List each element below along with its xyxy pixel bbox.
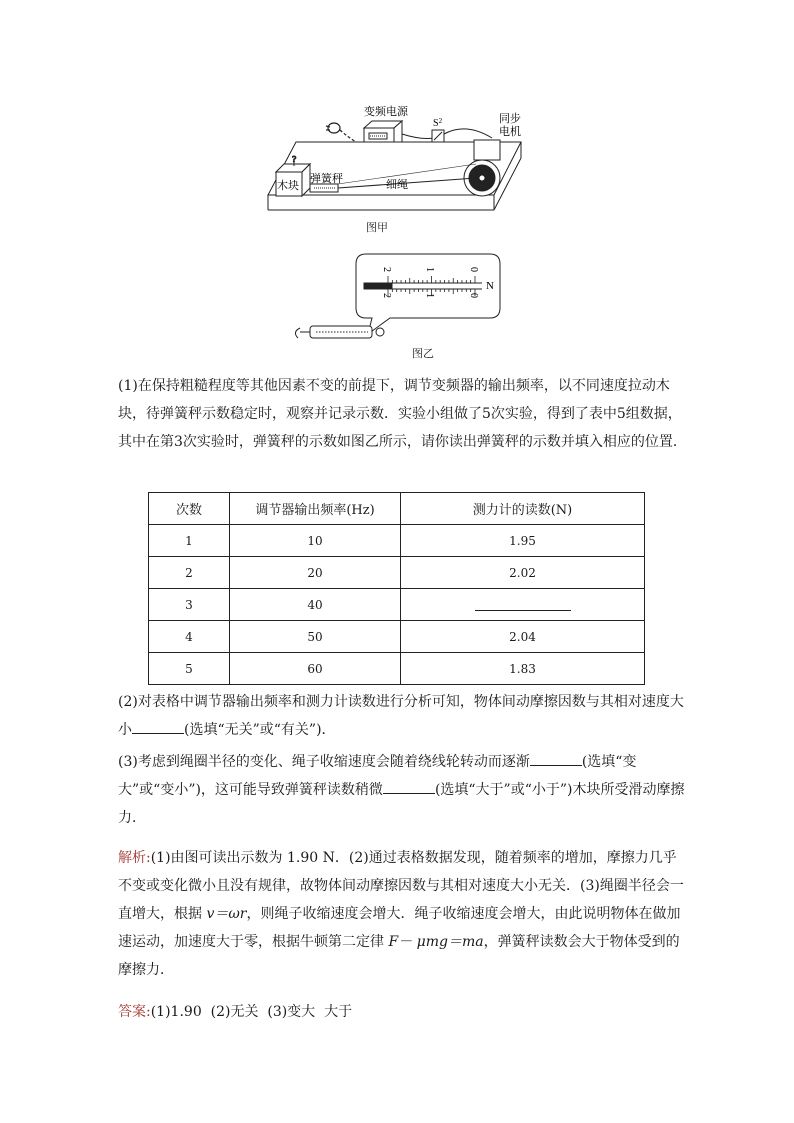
- cell-frequency: 50: [230, 621, 401, 653]
- figure-apparatus: [256, 100, 536, 220]
- cell-frequency: 40: [230, 589, 401, 621]
- figure-b-caption: 图乙: [412, 347, 434, 360]
- header-count: 次数: [149, 493, 230, 525]
- scale-top-tick-1: 1: [424, 267, 435, 272]
- cell-reading-blank[interactable]: [401, 589, 645, 621]
- spring-scale-label: 弹簧秤: [310, 173, 343, 185]
- question-3-part1: (3)考虑到绳圈半径的变化、绳子收缩速度会随着绕线轮转动而逐渐: [118, 754, 530, 770]
- cell-count: 5: [149, 653, 230, 685]
- scale-top-tick-2: 2: [381, 267, 392, 272]
- figure-spring-scale: [290, 252, 510, 346]
- solution-text-b: ，则绳子收缩速度会增大．绳子收缩速度会增大，由此说明物体在做加速运动，加速度大于零，根据牛顿第二定律: [118, 906, 681, 950]
- svg-text:?: ?: [292, 155, 297, 164]
- cell-reading: 1.95: [401, 525, 645, 557]
- solution-label: 解析:: [118, 850, 151, 866]
- question-1: (1)在保持粗糙程度等其他因素不变的前提下，调节变频器的输出频率，以不同速度拉动木块，待弹簧秤示数稳定时，观察并记录示数．实验小组做了5次实验，得到了表中5组数据，其中在第3次实验时，弹簧秤的示数如图乙所示，请你读出弹簧秤的示数并填入相应的位置．: [118, 378, 687, 450]
- cell-reading: 1.83: [401, 653, 645, 685]
- answer-blank[interactable]: [383, 781, 435, 794]
- question-3-part2: (选填“变大”或“变小”)，这可能导致弹簧秤读数稍微: [118, 754, 637, 798]
- motor-label-line2: 电机: [499, 126, 521, 138]
- solution-text-a: (1)由图可读出示数为 1.90 N．(2)通过表格数据发现，随着频率的增加，摩擦力几乎不变或变化微小且没有规律，故物体间动摩擦因数与其相对速度大小无关．(3)绳圈半径会一直增大，根据: [118, 850, 684, 922]
- table-row: [149, 589, 645, 621]
- question-2-text: (2)对表格中调节器输出频率和测力计读数进行分析可知，物体间动摩擦因数与其相对速度大小: [118, 694, 684, 738]
- switch-s2-label: $S^2$: [433, 117, 443, 129]
- scale-unit: N: [486, 280, 494, 292]
- cell-reading: 2.04: [401, 621, 645, 653]
- question-3: [118, 748, 688, 832]
- question-2-text-after: (选填“无关”或“有关”)．: [184, 722, 336, 738]
- power-source-label: 变频电源: [364, 106, 408, 118]
- cell-frequency: 60: [230, 653, 401, 685]
- spring-scale-device-icon: [295, 326, 384, 338]
- cell-reading: 2.02: [401, 557, 645, 589]
- answer-blank[interactable]: [132, 721, 184, 734]
- answer-text: (1)1.90 (2)无关 (3)变大 大于: [150, 1004, 353, 1020]
- figure-a-caption: 图甲: [366, 221, 388, 234]
- cell-frequency: 20: [230, 557, 401, 589]
- table-row: [149, 653, 645, 685]
- question-2: [118, 688, 688, 744]
- table-row: [149, 621, 645, 653]
- spring-scale-icon: [310, 184, 338, 192]
- formula-newton-second-law: F－ μmg＝ma: [388, 934, 484, 950]
- answer-label: 答案:: [118, 1004, 151, 1020]
- scale-bottom-tick-0: 0: [468, 293, 479, 298]
- cell-count: 2: [149, 557, 230, 589]
- header-reading: 测力计的读数(N): [401, 493, 645, 525]
- scale-bottom-tick-2: 2: [381, 293, 392, 298]
- scale-bottom-tick-1: 1: [424, 293, 435, 298]
- block-label: 木块: [277, 180, 299, 192]
- header-frequency: 调节器输出频率(Hz): [230, 493, 401, 525]
- answer: [118, 998, 688, 1026]
- solution-text-c: ，弹簧秤读数会大于物体受到的摩擦力．: [118, 934, 680, 978]
- table-row: [149, 557, 645, 589]
- table-row: [149, 525, 645, 557]
- answer-blank[interactable]: [530, 753, 582, 766]
- formula-v-omega-r: v＝ωr: [206, 906, 247, 922]
- cell-count: 3: [149, 589, 230, 621]
- string-label: 细绳: [386, 179, 408, 191]
- cell-frequency: 10: [230, 525, 401, 557]
- motor-label-line1: 同步: [499, 113, 521, 125]
- scale-top-tick-0: 0: [468, 267, 479, 272]
- solution: [118, 844, 688, 984]
- question-3-part3: (选填“大于”或“小于”)木块所受滑动摩擦力．: [118, 782, 685, 826]
- cell-count: 4: [149, 621, 230, 653]
- cell-count: 1: [149, 525, 230, 557]
- data-table: [148, 492, 645, 685]
- answer-blank[interactable]: [475, 596, 571, 611]
- table-header-row: [149, 493, 645, 525]
